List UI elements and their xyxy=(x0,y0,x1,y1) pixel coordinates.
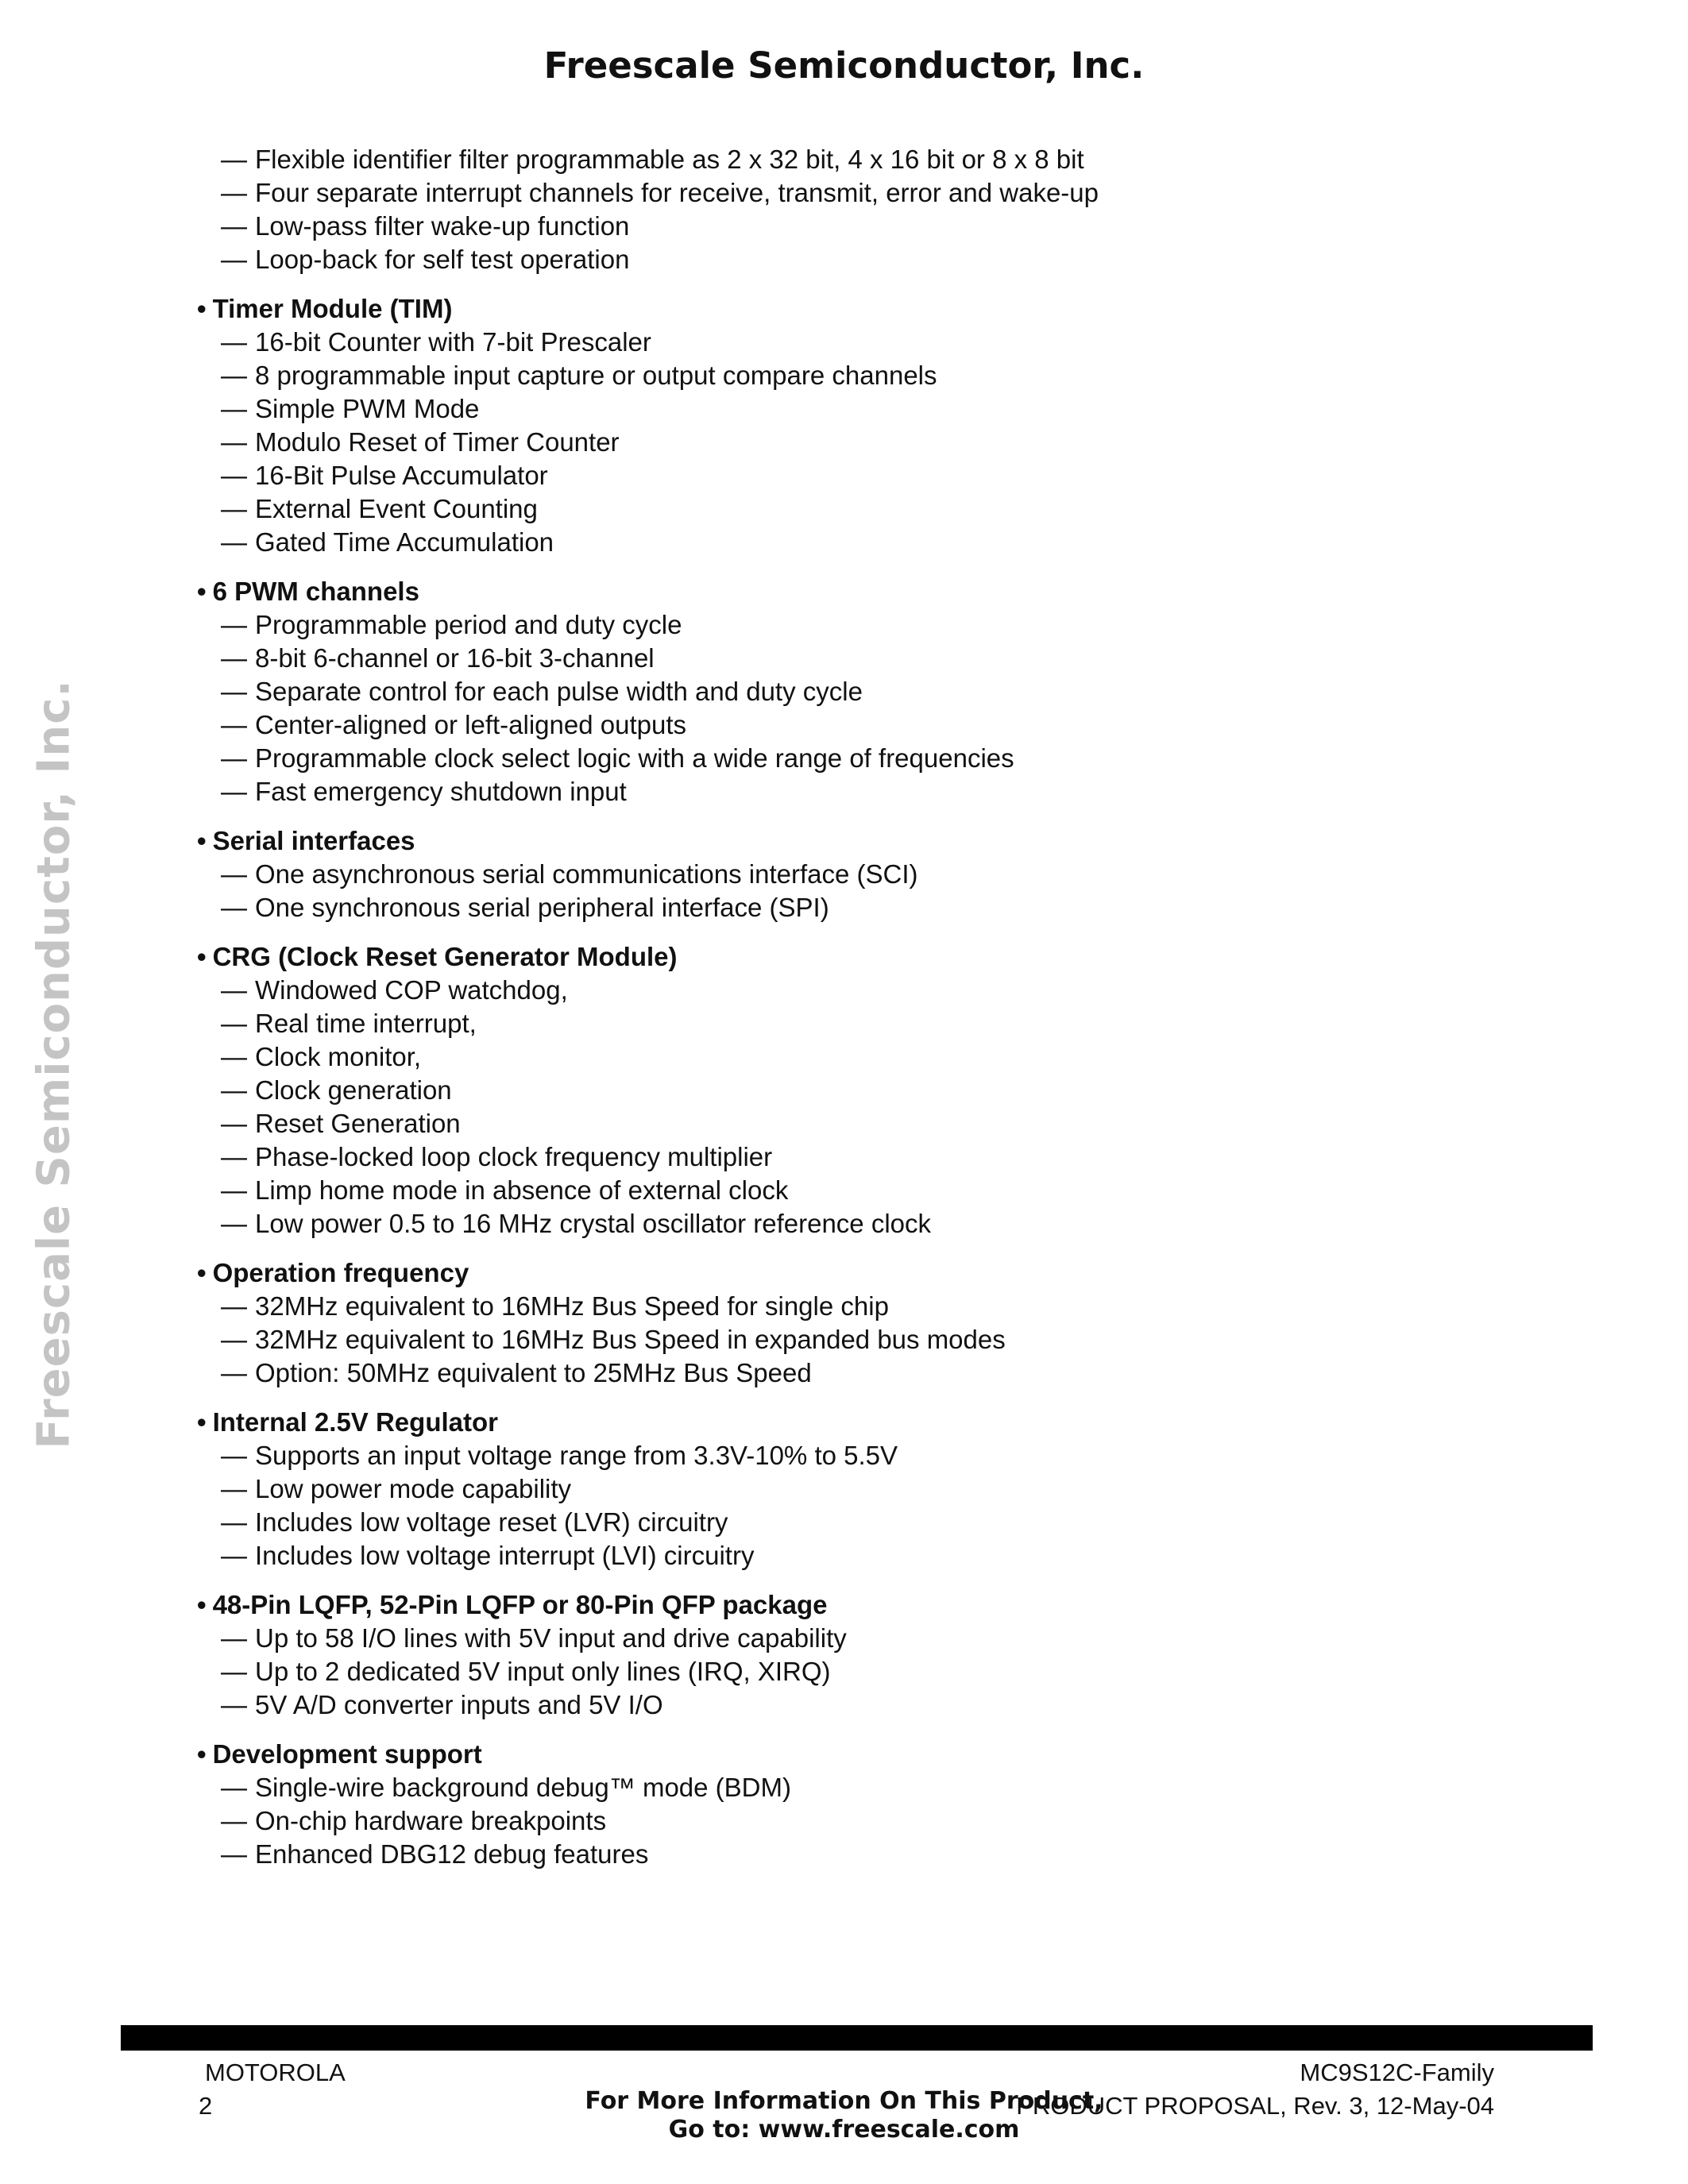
list-item: — Flexible identifier filter programmable as 2 x 32 bit, 4 x 16 bit or 8 x 8 bit xyxy=(221,145,1084,174)
footer-page-number: 2 xyxy=(199,2092,213,2120)
list-item: — Programmable clock select logic with a wide range of frequencies xyxy=(221,743,1014,773)
list-item: — Clock generation xyxy=(221,1075,452,1105)
section-timer-module xyxy=(0,292,1688,559)
list-item: — Simple PWM Mode xyxy=(221,394,480,423)
section-development-support xyxy=(0,1738,1688,1871)
section-heading: • 6 PWM channels xyxy=(197,577,419,606)
list-item: — 5V A/D converter inputs and 5V I/O xyxy=(221,1690,663,1719)
footer-revision: PRODUCT PROPOSAL, Rev. 3, 12-May-04 xyxy=(1016,2092,1494,2120)
list-item: — Includes low voltage reset (LVR) circuitry xyxy=(221,1507,728,1537)
list-item: — Programmable period and duty cycle xyxy=(221,610,682,639)
list-item: — Includes low voltage interrupt (LVI) circuitry xyxy=(221,1541,755,1570)
footer-more-info-link[interactable]: Go to: www.freescale.com xyxy=(668,2116,1020,2143)
list-item: — Loop-back for self test operation xyxy=(221,245,630,274)
list-item: — One synchronous serial peripheral interface (SPI) xyxy=(221,893,829,922)
list-item: — Gated Time Accumulation xyxy=(221,527,554,557)
list-item: — Clock monitor, xyxy=(221,1042,422,1071)
section-heading: • Development support xyxy=(197,1739,482,1769)
list-item: — Supports an input voltage range from 3.3V-10% to 5.5V xyxy=(221,1441,898,1470)
list-item: — 16-Bit Pulse Accumulator xyxy=(221,461,548,490)
list-item: — Modulo Reset of Timer Counter xyxy=(221,427,620,457)
list-item: — Low power mode capability xyxy=(221,1474,572,1503)
list-item: — Option: 50MHz equivalent to 25MHz Bus Speed xyxy=(221,1358,812,1387)
footer-company: MOTOROLA xyxy=(205,2059,346,2086)
list-item: — Up to 2 dedicated 5V input only lines (IRQ, XIRQ) xyxy=(221,1657,831,1686)
list-item: — Up to 58 I/O lines with 5V input and drive capability xyxy=(221,1623,847,1653)
list-item: — Center-aligned or left-aligned outputs xyxy=(221,710,687,739)
side-watermark: Freescale Semiconductor, Inc. xyxy=(28,679,80,1449)
section-heading: • Internal 2.5V Regulator xyxy=(197,1407,498,1437)
section-heading: • Serial interfaces xyxy=(197,826,415,855)
intro-section xyxy=(0,143,1688,276)
section-pwm-channels xyxy=(0,575,1688,808)
list-item: — Phase-locked loop clock frequency multiplier xyxy=(221,1142,773,1171)
list-item: — Four separate interrupt channels for receive, transmit, error and wake-up xyxy=(221,178,1099,207)
section-operation-frequency xyxy=(0,1256,1688,1390)
section-heading: • Timer Module (TIM) xyxy=(197,294,453,323)
list-item: — Reset Generation xyxy=(221,1109,461,1138)
list-item: — Low power 0.5 to 16 MHz crystal oscillator reference clock xyxy=(221,1209,932,1238)
page-title: Freescale Semiconductor, Inc. xyxy=(543,44,1145,87)
list-item: — Single-wire background debug™ mode (BDM) xyxy=(221,1773,791,1802)
feature-list xyxy=(0,143,1688,1887)
list-item: — One asynchronous serial communications interface (SCI) xyxy=(221,859,918,889)
section-serial-interfaces xyxy=(0,824,1688,924)
section-crg xyxy=(0,940,1688,1241)
list-item: — Real time interrupt, xyxy=(221,1009,477,1038)
section-regulator xyxy=(0,1406,1688,1572)
list-item: — 32MHz equivalent to 16MHz Bus Speed in expanded bus modes xyxy=(221,1325,1006,1354)
list-item: — Enhanced DBG12 debug features xyxy=(221,1839,649,1869)
footer-more-info xyxy=(0,2087,1688,2144)
list-item: — 32MHz equivalent to 16MHz Bus Speed for single chip xyxy=(221,1291,889,1321)
footer-more-info-line1: For More Information On This Product, xyxy=(585,2087,1103,2115)
section-heading: • 48-Pin LQFP, 52-Pin LQFP or 80-Pin QFP package xyxy=(197,1590,828,1619)
footer-rule xyxy=(121,2025,1593,2051)
list-item: — On-chip hardware breakpoints xyxy=(221,1806,607,1835)
list-item: — 8-bit 6-channel or 16-bit 3-channel xyxy=(221,643,655,673)
section-heading: • CRG (Clock Reset Generator Module) xyxy=(197,942,678,971)
list-item: — Separate control for each pulse width and duty cycle xyxy=(221,677,863,706)
list-item: — 8 programmable input capture or output compare channels xyxy=(221,361,937,390)
list-item: — External Event Counting xyxy=(221,494,538,523)
footer-product-family: MC9S12C-Family xyxy=(1300,2059,1494,2086)
list-item: — 16-bit Counter with 7-bit Prescaler xyxy=(221,327,651,357)
list-item: — Windowed COP watchdog, xyxy=(221,975,568,1005)
list-item: — Fast emergency shutdown input xyxy=(221,777,627,806)
section-package xyxy=(0,1588,1688,1722)
list-item: — Limp home mode in absence of external clock xyxy=(221,1175,789,1205)
list-item: — Low-pass filter wake-up function xyxy=(221,211,630,241)
section-heading: • Operation frequency xyxy=(197,1258,469,1287)
